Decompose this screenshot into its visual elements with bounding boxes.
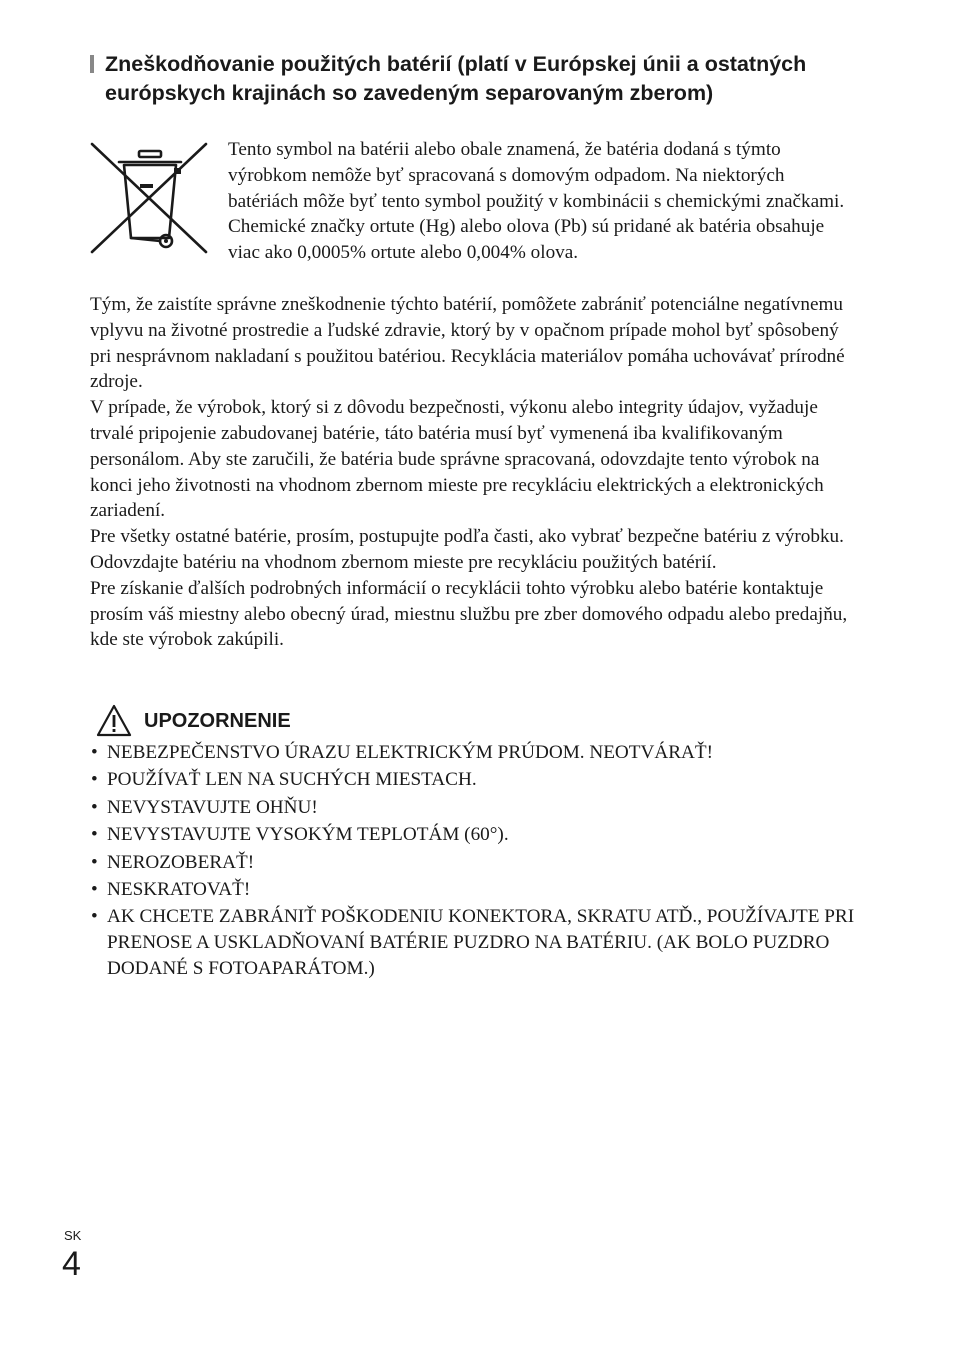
symbol-description: Tento symbol na batérii alebo obale znamená, že batéria dodaná s týmto výrobkom nemôže byť spracovaná s domovým odpadom. Na niektorých batériách môže byť tento symbol použitý v kombinácii s chemickými značkami. Chemické značky ortute (Hg) alebo olova (Pb) sú pridané ak batéria obsahuje viac ako 0,0005% ortute alebo 0,004% olova. xyxy=(228,139,845,264)
warning-triangle-icon xyxy=(96,704,132,738)
section-heading-block xyxy=(90,50,860,107)
warning-item: • POUŽÍVAŤ LEN NA SUCHÝCH MIESTACH. xyxy=(90,767,860,793)
heading-marker xyxy=(90,55,94,73)
body-paragraph: Tým, že zaistíte správne zneškodnenie týchto batérií, pomôžete zabrániť potenciálne negatívnemu vplyvu na životné prostredie a ľudské zdravie, ktorý by v opačnom prípade mohol byť spôsobený pri nesprávnom nakladaní s použitou batériou. Recyklácia materiálov pomáha uchovávať prírodné zdroje. xyxy=(90,294,845,393)
body-paragraph: Pre získanie ďalších podrobných informácií o recyklácii tohto výrobku alebo batérie kontaktuje prosím váš miestny alebo obecný úrad, miestnu službu pre zber domového odpadu alebo predajňu, kde ste výrobok zakúpili. xyxy=(90,577,848,651)
section-heading: Zneškodňovanie použitých batérií (platí v Európskej únii a ostatných európskych krajinách so zavedeným separovaným zberom) xyxy=(105,52,807,105)
warning-item: • NEVYSTAVUJTE VYSOKÝM TEPLOTÁM (60°). xyxy=(90,822,860,848)
section-body xyxy=(90,292,860,653)
warning-item: • NESKRATOVAŤ! xyxy=(90,877,860,903)
language-code: SK xyxy=(64,1228,82,1243)
body-paragraph: Pre všetky ostatné batérie, prosím, postupujte podľa časti, ako vybrať bezpečne batériu z výrobku. xyxy=(90,526,844,548)
warning-item: • NEBEZPEČENSTVO ÚRAZU ELEKTRICKÝM PRÚDOM. NEOTVÁRAŤ! xyxy=(90,740,860,766)
crossed-out-wheeled-bin-icon xyxy=(90,142,208,264)
warning-list xyxy=(90,740,860,983)
body-paragraph: Odovzdajte batériu na vhodnom zbernom mieste pre recykláciu použitých batérií. xyxy=(90,551,717,573)
warning-item: • AK CHCETE ZABRÁNIŤ POŠKODENIU KONEKTORA, SKRATU ATĎ., POUŽÍVAJTE PRI PRENOSE A USKLADŇOVANÍ BATÉRIE PUZDRO NA BATÉRIU. (AK BOLO PUZDRO DODANÉ S FOTOAPARÁTOM.) xyxy=(90,904,860,981)
warning-item: • NEVYSTAVUJTE OHŇU! xyxy=(90,795,860,821)
warning-title: UPOZORNENIE xyxy=(144,710,291,732)
body-paragraph: V prípade, že výrobok, ktorý si z dôvodu bezpečnosti, výkonu alebo integrity údajov, vyžaduje trvalé pripojenie zabudovanej batérie, táto batéria musí byť vymenená iba kvalifikovaným personálom. Aby ste zaručili, že batéria bude správne spracovaná, odovzdajte tento výrobok na konci jeho životnosti na vhodnom zbernom mieste pre recykláciu elektrických a elektronických zariadení. xyxy=(90,397,824,522)
warning-item: • NEROZOBERAŤ! xyxy=(90,850,860,876)
page-number: 4 xyxy=(62,1245,81,1283)
